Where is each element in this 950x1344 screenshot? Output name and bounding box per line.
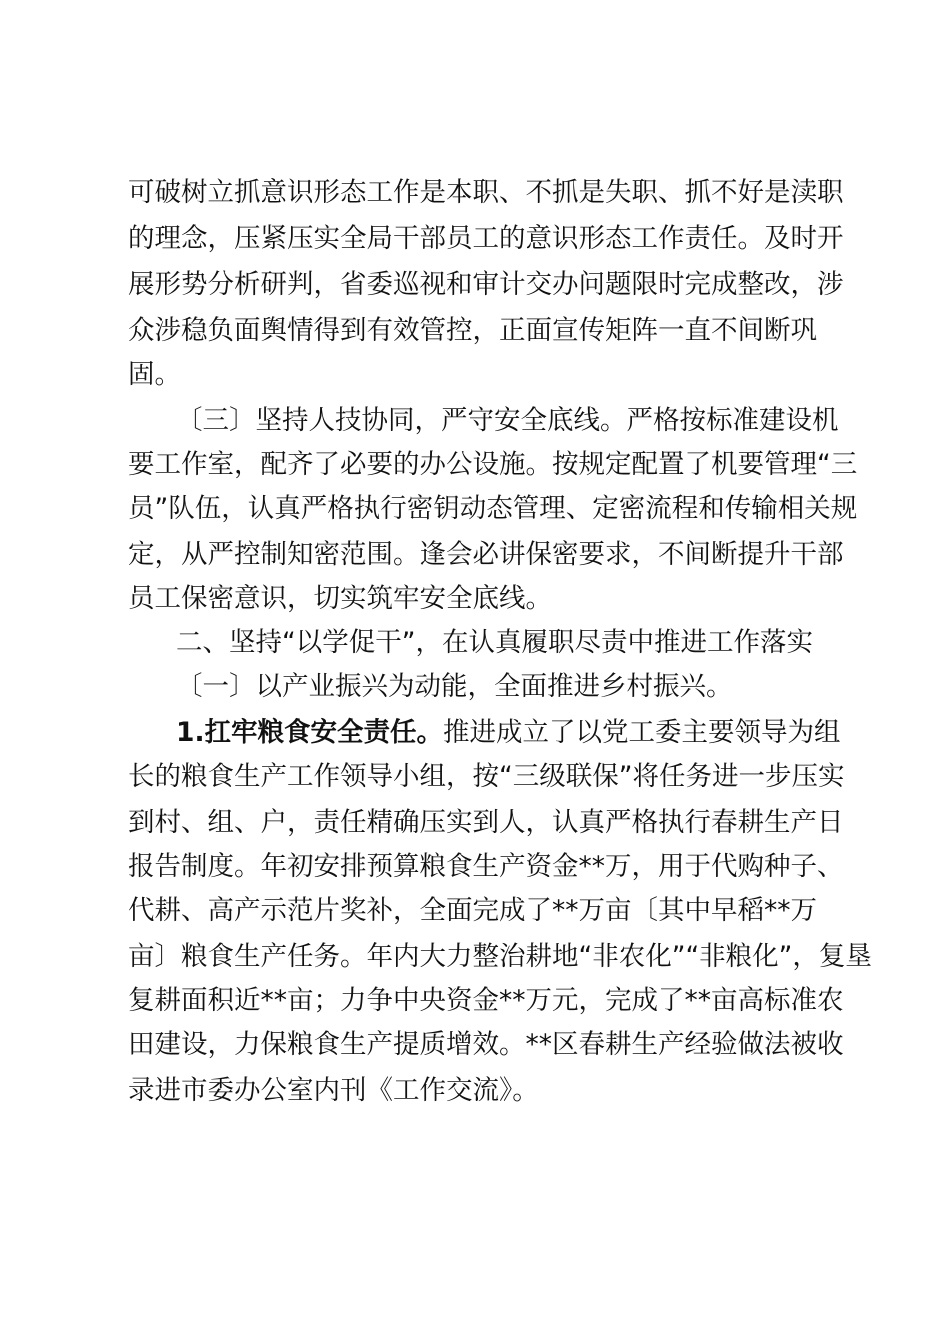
text-line: 众涉稳负面舆情得到有效管控，正面宣传矩阵一直不间断巩 xyxy=(128,315,817,346)
text-line: 复耕面积近**亩；力争中央资金**万元，完成了**亩高标准农 xyxy=(128,985,844,1016)
text-line: 的理念，压紧压实全局干部员工的意识形态工作责任。及时开 xyxy=(128,223,844,254)
text-line: 录进市委办公室内刊《工作交流》。 xyxy=(128,1075,539,1106)
text-line: 到村、组、户，责任精确压实到人，认真严格执行春耕生产日 xyxy=(128,807,844,838)
text-line xyxy=(176,710,950,756)
text-line: 定，从严控制知密范围。逢会必讲保密要求，不间断提升干部 xyxy=(128,539,844,570)
text-line: 可破树立抓意识形态工作是本职、不抓是失职、抓不好是渎职 xyxy=(128,177,844,208)
subsection-heading: 〔一〕以产业振兴为动能，全面推进乡村振兴。 xyxy=(176,671,733,702)
text-line: 展形势分析研判，省委巡视和审计交办问题限时完成整改，涉 xyxy=(128,269,844,300)
text-line: 〔三〕坚持人技协同，严守安全底线。严格按标准建设机 xyxy=(176,405,839,436)
text-line: 田建设，力保粮食生产提质增效。**区春耕生产经验做法被收 xyxy=(128,1029,844,1060)
bold-lead: 1.扛牢粮食安全责任。 xyxy=(176,717,444,748)
text-line: 报告制度。年初安排预算粮食生产资金**万，用于代购种子、 xyxy=(128,851,844,882)
text-span: 推进成立了以党工委主要领导为组 xyxy=(443,717,841,748)
section-heading: 二、坚持“以学促干”，在认真履职尽责中推进工作落实 xyxy=(176,627,813,658)
text-line: 亩〕粮食生产任务。年内大力整治耕地“非农化”“非粮化”，复垦 xyxy=(128,941,872,972)
text-line: 员”队伍，认真严格执行密钥动态管理、定密流程和传输相关规 xyxy=(128,493,858,524)
text-line: 代耕、高产示范片奖补，全面完成了**万亩〔其中早稻**万 xyxy=(128,895,817,926)
text-line: 固。 xyxy=(128,359,181,390)
text-line: 长的粮食生产工作领导小组，按“三级联保”将任务进一步压实 xyxy=(128,761,845,792)
text-line: 要工作室，配齐了必要的办公设施。按规定配置了机要管理“三 xyxy=(128,449,858,480)
text-line: 员工保密意识，切实筑牢安全底线。 xyxy=(128,583,552,614)
